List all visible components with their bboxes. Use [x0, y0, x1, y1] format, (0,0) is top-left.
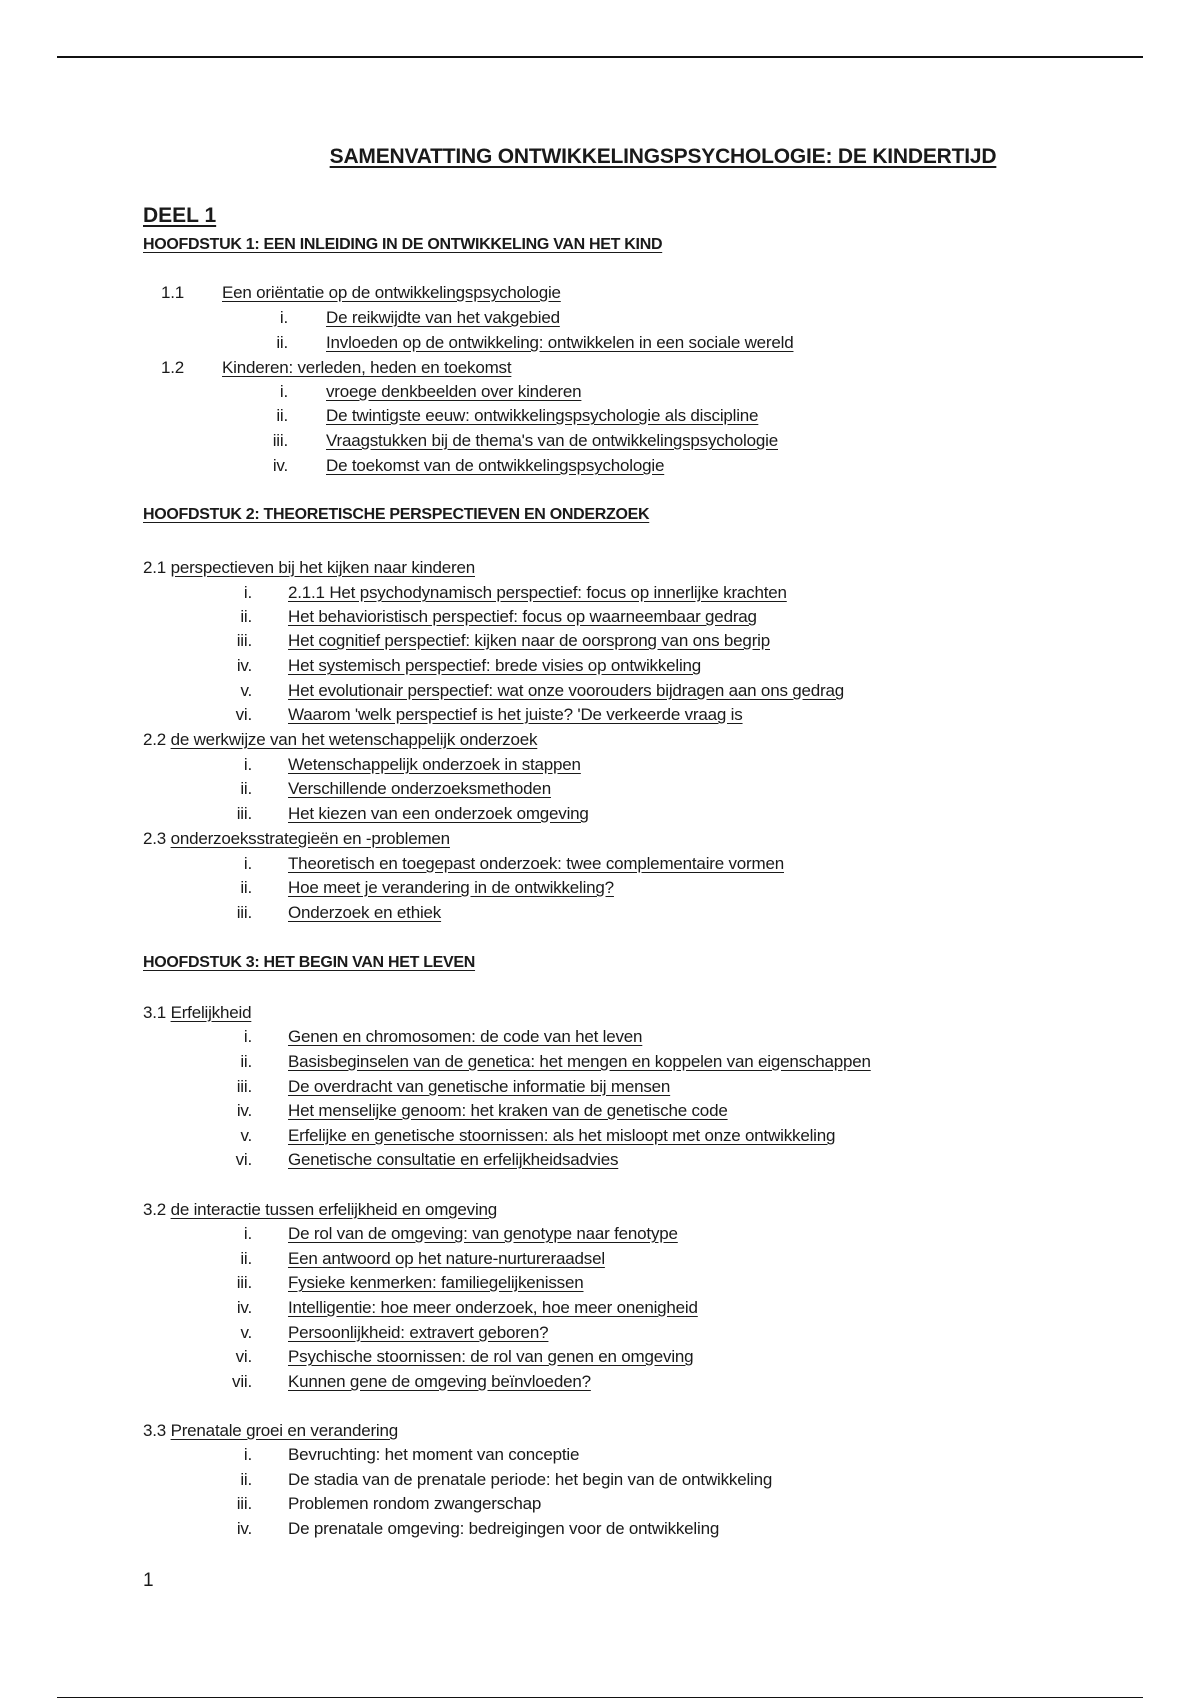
item-text: Het kiezen van een onderzoek omgeving — [288, 804, 589, 823]
item-numeral: v. — [240, 681, 252, 700]
item-text: Genen en chromosomen: de code van het leven — [288, 1027, 643, 1046]
item-text: Intelligentie: hoe meer onderzoek, hoe meer onenigheid — [288, 1298, 698, 1317]
item-numeral: iii. — [236, 903, 252, 922]
item-text: vroege denkbeelden over kinderen — [326, 382, 582, 401]
item-text: De rol van de omgeving: van genotype naar fenotype — [288, 1224, 678, 1243]
part-heading: DEEL 1 — [143, 204, 217, 227]
section-number: 2.2 — [143, 730, 167, 749]
item-numeral: i. — [243, 583, 252, 602]
section-number: 3.2 — [143, 1200, 167, 1219]
item-text: Invloeden op de ontwikkeling: ontwikkelen in een sociale wereld — [326, 333, 794, 352]
item-text: Het systemisch perspectief: brede visies op ontwikkeling — [288, 656, 702, 675]
item-numeral: vi. — [235, 1347, 252, 1366]
item-text: De toekomst van de ontwikkelingspsychologie — [326, 456, 665, 475]
section-title: perspectieven bij het kijken naar kinderen — [170, 558, 475, 577]
item-text: De stadia van de prenatale periode: het begin van de ontwikkeling — [288, 1470, 773, 1489]
section-number: 3.1 — [143, 1003, 167, 1022]
item-numeral: iii. — [236, 1494, 252, 1513]
item-text: 2.1.1 Het psychodynamisch perspectief: focus op innerlijke krachten — [288, 583, 787, 602]
top-rule — [57, 56, 1143, 58]
item-text: Genetische consultatie en erfelijkheidsadvies — [288, 1150, 619, 1169]
section-3-1 — [143, 1003, 251, 1023]
section-title: Erfelijkheid — [170, 1003, 252, 1022]
item-numeral: iii. — [236, 1273, 252, 1292]
section-title: onderzoeksstrategieën en -problemen — [170, 829, 450, 848]
item-numeral: iv. — [236, 1101, 252, 1120]
section-number: 1.1 — [161, 283, 185, 302]
item-numeral: i. — [279, 382, 288, 401]
item-numeral: iii. — [236, 631, 252, 650]
item-numeral: v. — [240, 1126, 252, 1145]
section-title: de interactie tussen erfelijkheid en omgeving — [170, 1200, 498, 1219]
item-numeral: iii. — [236, 1077, 252, 1096]
item-numeral: ii. — [276, 406, 288, 425]
item-text: Verschillende onderzoeksmethoden — [288, 779, 551, 798]
section-2-1 — [143, 558, 475, 578]
item-numeral: vii. — [232, 1372, 252, 1391]
item-text: De prenatale omgeving: bedreigingen voor de ontwikkeling — [288, 1519, 720, 1538]
item-text: Een antwoord op het nature-nurtureraadsel — [288, 1249, 605, 1268]
item-numeral: ii. — [240, 1052, 252, 1071]
item-numeral: i. — [279, 308, 288, 327]
item-text: Het cognitief perspectief: kijken naar de oorsprong van ons begrip — [288, 631, 770, 650]
section-2-3 — [143, 829, 450, 849]
item-numeral: vi. — [235, 1150, 252, 1169]
item-text: Psychische stoornissen: de rol van genen en omgeving — [288, 1347, 694, 1366]
item-numeral: iv. — [272, 456, 288, 475]
item-numeral: iv. — [236, 1298, 252, 1317]
item-numeral: vi. — [235, 705, 252, 724]
section-title: de werkwijze van het wetenschappelijk onderzoek — [170, 730, 538, 749]
section-number: 3.3 — [143, 1421, 167, 1440]
item-numeral: ii. — [240, 779, 252, 798]
section-number: 2.3 — [143, 829, 167, 848]
item-text: Hoe meet je verandering in de ontwikkeling? — [288, 878, 614, 897]
item-numeral: v. — [240, 1323, 252, 1342]
item-text: Erfelijke en genetische stoornissen: als het misloopt met onze ontwikkeling — [288, 1126, 836, 1145]
section-2-2 — [143, 730, 537, 750]
chapter-1-heading: HOOFDSTUK 1: EEN INLEIDING IN DE ONTWIKKELING VAN HET KIND — [143, 236, 663, 253]
item-text: Basisbeginselen van de genetica: het mengen en koppelen van eigenschappen — [288, 1052, 871, 1071]
section-3-3 — [143, 1421, 398, 1441]
item-text: Onderzoek en ethiek — [288, 903, 442, 922]
document-title: SAMENVATTING ONTWIKKELINGSPSYCHOLOGIE: DE KINDERTIJD — [329, 145, 997, 168]
item-text: Problemen rondom zwangerschap — [288, 1494, 542, 1513]
item-text: De overdracht van genetische informatie bij mensen — [288, 1077, 671, 1096]
item-numeral: ii. — [240, 878, 252, 897]
item-text: Wetenschappelijk onderzoek in stappen — [288, 755, 581, 774]
item-text: Het evolutionair perspectief: wat onze voorouders bijdragen aan ons gedrag — [288, 681, 845, 700]
section-number: 1.2 — [161, 358, 185, 377]
section-number: 2.1 — [143, 558, 167, 577]
section-title: Prenatale groei en verandering — [170, 1421, 399, 1440]
item-numeral: iv. — [236, 656, 252, 675]
item-numeral: iii. — [272, 431, 288, 450]
item-text: De twintigste eeuw: ontwikkelingspsychologie als discipline — [326, 406, 759, 425]
bottom-rule — [57, 1697, 1143, 1698]
item-text: De reikwijdte van het vakgebied — [326, 308, 560, 327]
item-numeral: ii. — [240, 1470, 252, 1489]
item-text: Het behavioristisch perspectief: focus op waarneembaar gedrag — [288, 607, 757, 626]
item-numeral: i. — [243, 1224, 252, 1243]
item-text: Fysieke kenmerken: familiegelijkenissen — [288, 1273, 584, 1292]
chapter-2-heading: HOOFDSTUK 2: THEORETISCHE PERSPECTIEVEN EN ONDERZOEK — [143, 506, 650, 523]
item-numeral: i. — [243, 755, 252, 774]
item-numeral: i. — [243, 1445, 252, 1464]
page-number: 1 — [143, 1570, 154, 1591]
item-text: Theoretisch en toegepast onderzoek: twee complementaire vormen — [288, 854, 784, 873]
item-text: Kunnen gene de omgeving beïnvloeden? — [288, 1372, 591, 1391]
item-text: Persoonlijkheid: extravert geboren? — [288, 1323, 549, 1342]
item-numeral: ii. — [240, 607, 252, 626]
section-title: Kinderen: verleden, heden en toekomst — [222, 358, 512, 377]
item-text: Vraagstukken bij de thema's van de ontwikkelingspsychologie — [326, 431, 778, 450]
item-numeral: ii. — [276, 333, 288, 352]
item-numeral: i. — [243, 1027, 252, 1046]
item-text: Bevruchting: het moment van conceptie — [288, 1445, 580, 1464]
item-text: Het menselijke genoom: het kraken van de genetische code — [288, 1101, 728, 1120]
item-numeral: i. — [243, 854, 252, 873]
item-numeral: ii. — [240, 1249, 252, 1268]
chapter-3-heading: HOOFDSTUK 3: HET BEGIN VAN HET LEVEN — [143, 954, 476, 971]
item-numeral: iv. — [236, 1519, 252, 1538]
item-numeral: iii. — [236, 804, 252, 823]
section-3-2 — [143, 1200, 497, 1220]
item-text: Waarom 'welk perspectief is het juiste? 'De verkeerde vraag is — [288, 705, 743, 724]
section-title: Een oriëntatie op de ontwikkelingspsychologie — [222, 283, 561, 302]
